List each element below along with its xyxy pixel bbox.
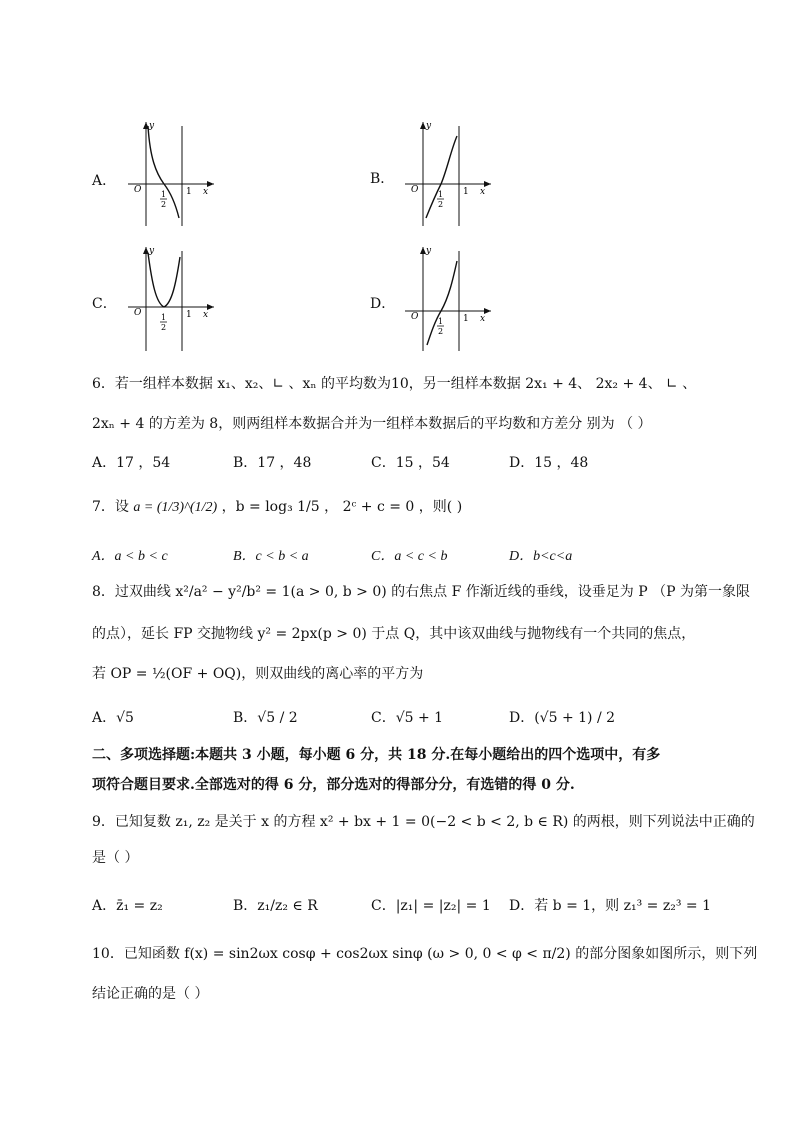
- section2-line2: 项符合题目要求.全部选对的得 6 分，部分选对的得部分分，有选错的得 0 分.: [92, 777, 575, 793]
- q8-option-c: C．√5 + 1: [371, 710, 444, 726]
- graph-half-num: 1: [438, 317, 444, 326]
- graph-half-num: 1: [438, 190, 444, 199]
- q9-line1: 9．已知复数 z₁, z₂ 是关于 x 的方程 x² + bx + 1 = 0(−2 < b < 2, b ∈ R) 的两根，则下列说法中正确的: [92, 814, 755, 830]
- graph-y-label: y: [426, 246, 432, 256]
- graph-y-label: y: [149, 246, 155, 256]
- graph-c: [118, 243, 218, 353]
- q8-line1: 8．过双曲线 x²/a² − y²/b² = 1(a > 0, b > 0) 的右焦点 F 作渐近线的垂线，设垂足为 P （P 为第一象限: [92, 584, 750, 600]
- option-c-label: C．: [92, 296, 117, 312]
- q9-option-b: B．z₁/z₂ ∈ R: [233, 898, 318, 914]
- graph-half-num: 1: [161, 313, 167, 322]
- graph-x-label: x: [203, 187, 209, 197]
- graph-one-label: 1: [463, 314, 469, 324]
- q6-option-c: C．15 ，54: [371, 455, 450, 471]
- graph-a: [118, 118, 218, 228]
- q7-option-a: A．a < b < c: [92, 549, 168, 564]
- q9-option-a: A．z̄₁ = z₂: [92, 898, 163, 914]
- graph-x-label: x: [480, 314, 486, 324]
- graph-d: [395, 243, 495, 353]
- option-d-label: D．: [370, 296, 396, 312]
- q7-line: [92, 497, 462, 518]
- graph-origin-label: O: [411, 312, 419, 322]
- q8-line2: 的点），延长 FP 交抛物线 y² = 2px(p > 0) 于点 Q，其中该双曲线与抛物线有一个共同的焦点，: [92, 626, 696, 642]
- graph-origin-label: O: [134, 308, 142, 318]
- q9-option-c: C．|z₁| = |z₂| = 1: [371, 898, 491, 914]
- option-b-label: B．: [370, 171, 395, 187]
- graph-half-num: 1: [161, 190, 167, 199]
- q7-prefix: 7．设: [92, 499, 129, 515]
- q6-line1: 6．若一组样本数据 x₁、x₂、∟ 、xₙ 的平均数为10，另一组样本数据 2x₁ + 4、 2x₂ + 4、 ∟ 、: [92, 376, 697, 392]
- graph-one-label: 1: [186, 310, 192, 320]
- q8-option-d: D．(√5 + 1) / 2: [509, 710, 616, 726]
- q6-option-d: D．15 ，48: [509, 455, 589, 471]
- q7-rest: ，b = log₃ 1/5 ， 2ᶜ + c = 0 ，则( ): [221, 499, 463, 515]
- graph-origin-label: O: [134, 185, 142, 195]
- graph-half-den: 2: [438, 200, 444, 209]
- q6-line2: 2xₙ + 4 的方差为 8，则两组样本数据合并为一组样本数据后的平均数和方差分 别为 （ ）: [92, 416, 652, 432]
- q10-line2: 结论正确的是（ ）: [92, 986, 209, 1002]
- graph-y-label: y: [426, 121, 432, 131]
- graph-one-label: 1: [186, 187, 192, 197]
- q7-option-d: D．b<c<a: [509, 549, 573, 564]
- option-a-label: A．: [92, 173, 117, 189]
- q10-line1: 10．已知函数 f(x) = sin2ωx cosφ + cos2ωx sinφ (ω > 0, 0 < φ < π/2) 的部分图象如图所示，则下列: [92, 946, 758, 962]
- graph-origin-label: O: [411, 185, 419, 195]
- q8-line3: 若 OP = ½(OF + OQ)，则双曲线的离心率的平方为: [92, 666, 424, 682]
- q6-option-a: A．17 ，54: [92, 455, 171, 471]
- section2-line1: 二、多项选择题:本题共 3 小题，每小题 6 分，共 18 分.在每小题给出的四个选项中，有多: [92, 747, 661, 763]
- graph-x-label: x: [480, 187, 486, 197]
- graph-x-label: x: [203, 310, 209, 320]
- graph-b: [395, 118, 495, 228]
- graph-half-den: 2: [438, 327, 444, 336]
- graph-half-den: 2: [161, 323, 167, 332]
- q9-line2: 是（ ）: [92, 850, 139, 866]
- q8-option-a: A．√5: [92, 710, 134, 726]
- graph-y-label: y: [149, 121, 155, 131]
- q7-option-c: C．a < c < b: [371, 549, 448, 564]
- q6-option-b: B．17 ，48: [233, 455, 312, 471]
- q7-option-b: B．c < b < a: [233, 549, 309, 564]
- graph-one-label: 1: [463, 187, 469, 197]
- q7-a-expression: a = (1/3)^(1/2): [133, 500, 218, 515]
- q9-option-d: D．若 b = 1，则 z₁³ = z₂³ = 1: [509, 898, 711, 914]
- q8-option-b: B．√5 / 2: [233, 710, 298, 726]
- graph-half-den: 2: [161, 200, 167, 209]
